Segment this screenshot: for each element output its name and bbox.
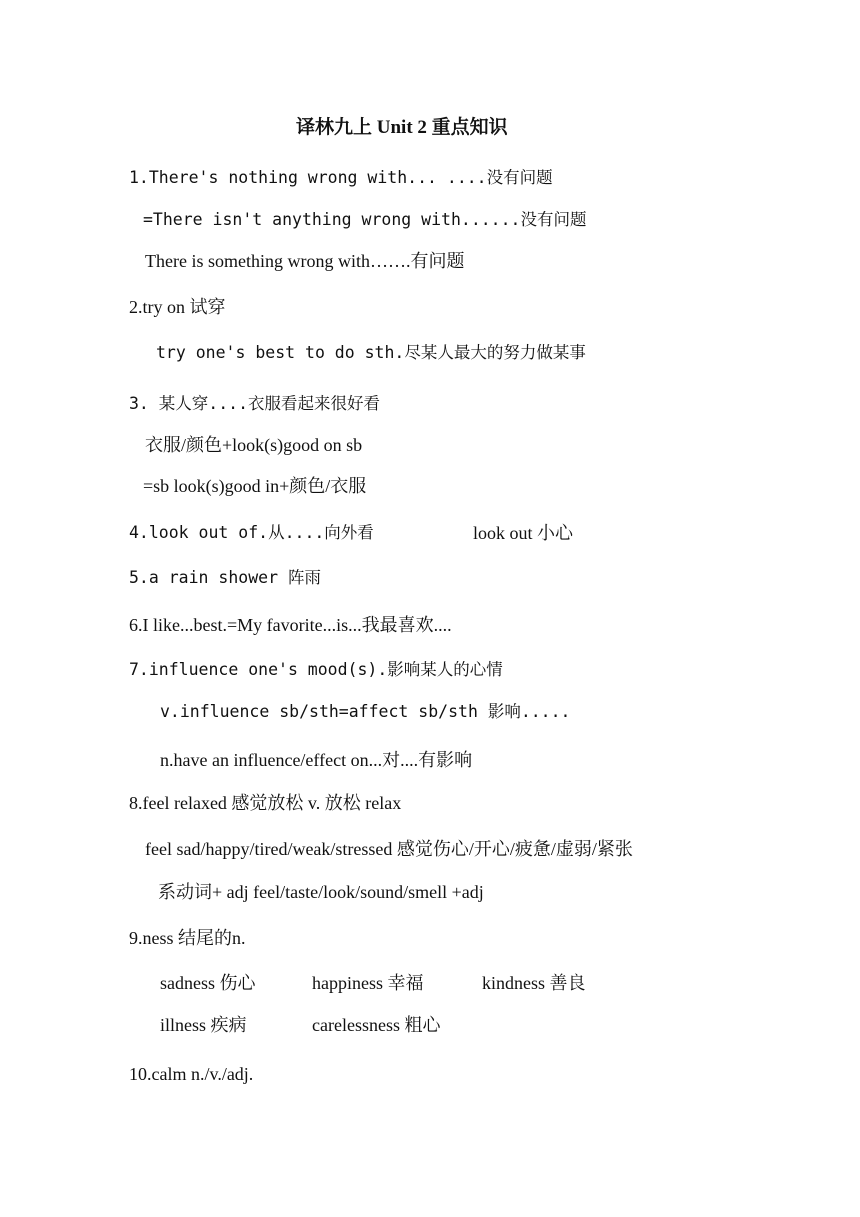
item-7-line-2: v.influence sb/sth=affect sb/sth 影响..... (160, 702, 571, 721)
item-1-line-1: 1.There's nothing wrong with... ....没有问题 (129, 168, 553, 187)
item-9-sadness: sadness 伤心 (160, 973, 256, 993)
item-5-line-1: 5.a rain shower 阵雨 (129, 568, 321, 587)
item-9-carelessness: carelessness 粗心 (312, 1015, 441, 1035)
item-9-illness: illness 疾病 (160, 1015, 247, 1035)
item-9-happiness: happiness 幸福 (312, 973, 424, 993)
item-1-line-2: =There isn't anything wrong with......没有问题 (143, 210, 587, 229)
item-7-line-3: n.have an influence/effect on...对....有影响 (160, 750, 473, 770)
item-9-line-1: 9.ness 结尾的n. (129, 928, 246, 948)
item-4-look-out: look out 小心 (473, 523, 574, 543)
item-3-line-3: =sb look(s)good in+颜色/衣服 (143, 476, 367, 496)
item-6-line-1: 6.I like...best.=My favorite...is...我最喜欢.... (129, 615, 452, 635)
item-1-line-3: There is something wrong with…….有问题 (145, 251, 465, 271)
item-7-line-1: 7.influence one's mood(s).影响某人的心情 (129, 660, 503, 679)
item-3-line-2: 衣服/颜色+look(s)good on sb (145, 435, 363, 455)
item-2-line-2: try one's best to do sth.尽某人最大的努力做某事 (156, 343, 586, 362)
item-4-line-1: 4.look out of.从....向外看 (129, 523, 374, 542)
item-8-line-3: 系动词+ adj feel/taste/look/sound/smell +adj (158, 882, 484, 902)
item-10-line-1: 10.calm n./v./adj. (129, 1064, 254, 1084)
item-2-line-1: 2.try on 试穿 (129, 297, 226, 317)
item-3-line-1: 3. 某人穿....衣服看起来很好看 (129, 394, 381, 413)
item-9-kindness: kindness 善良 (482, 973, 586, 993)
item-8-line-2: feel sad/happy/tired/weak/stressed 感觉伤心/开心/疲惫/虚弱/紧张 (145, 839, 633, 859)
document-title: 译林九上 Unit 2 重点知识 (296, 117, 508, 138)
item-8-line-1: 8.feel relaxed 感觉放松 v. 放松 relax (129, 793, 402, 813)
